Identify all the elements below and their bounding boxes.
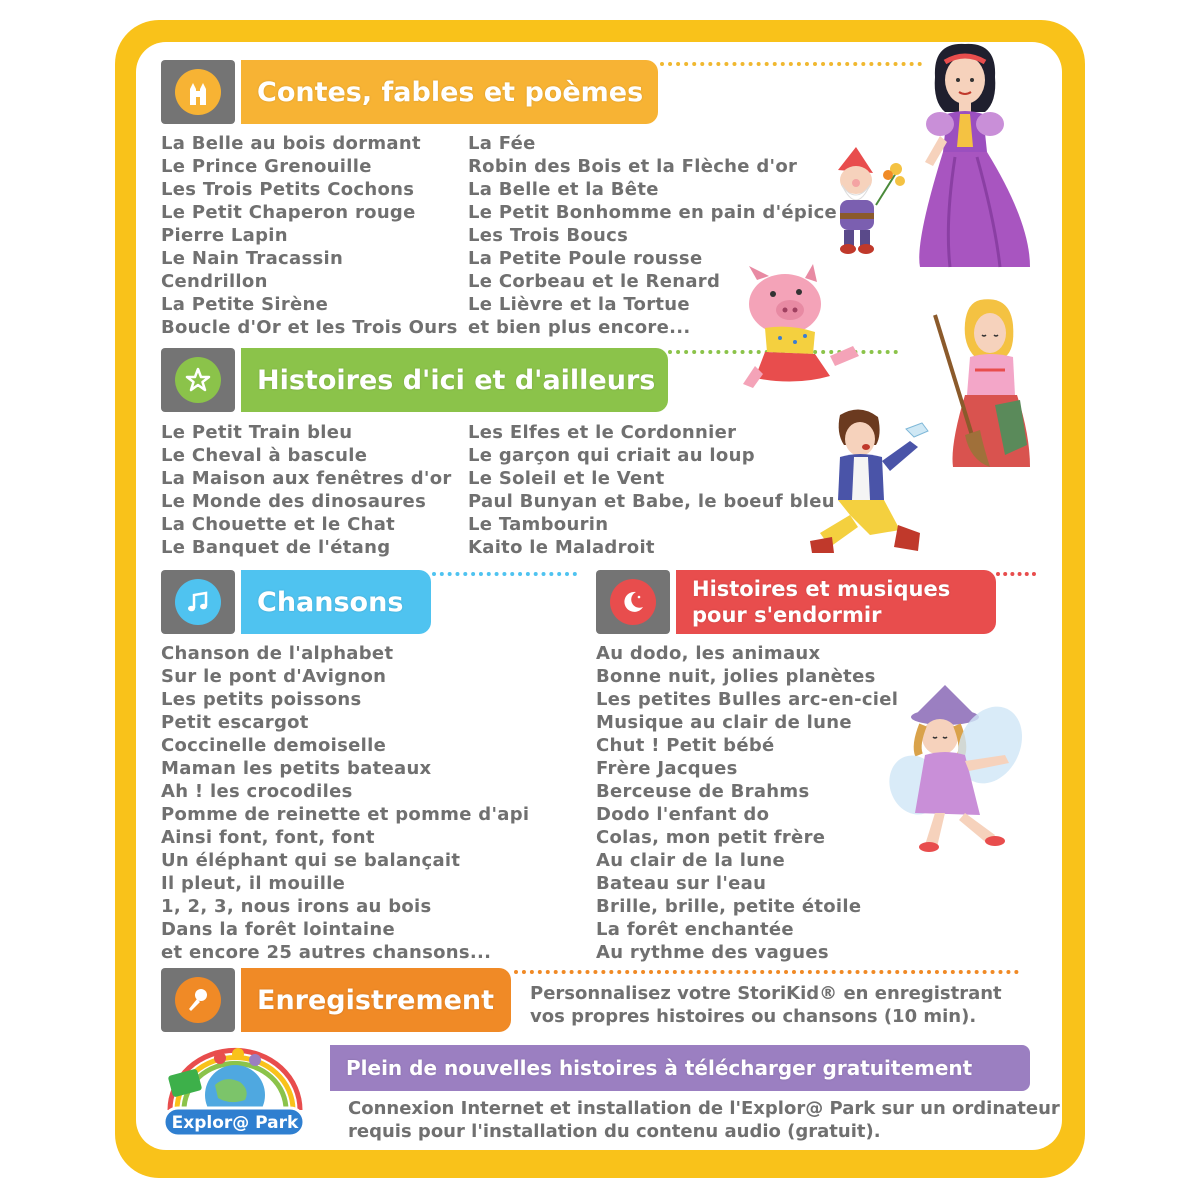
list-item: Le Tambourin — [468, 514, 609, 535]
list-item: Maman les petits bateaux — [161, 758, 432, 779]
list-item: Musique au clair de lune — [596, 712, 852, 733]
section-title-dormir — [676, 570, 996, 634]
pig-illustration — [735, 266, 865, 391]
list-item: La forêt enchantée — [596, 919, 794, 940]
list-item: Le Soleil et le Vent — [468, 468, 665, 489]
list-item: Le garçon qui criait au loup — [468, 445, 755, 466]
list-item: Le Petit Train bleu — [161, 422, 353, 443]
section-icon-box — [161, 348, 235, 412]
dotted-divider — [660, 62, 922, 66]
list-item: Coccinelle demoiselle — [161, 735, 387, 756]
dotted-divider — [432, 572, 577, 576]
section-icon-box — [596, 570, 670, 634]
list-item: et bien plus encore... — [468, 317, 691, 338]
list-item: Pierre Lapin — [161, 225, 288, 246]
dotted-divider — [514, 970, 1019, 974]
list-item: Un éléphant qui se balançait — [161, 850, 461, 871]
section-title-contes: Contes, fables et poèmes — [241, 60, 658, 124]
star-icon — [175, 357, 221, 403]
list-item: Kaito le Maladroit — [468, 537, 655, 558]
list-item: Petit escargot — [161, 712, 309, 733]
list-item: Paul Bunyan et Babe, le boeuf bleu — [468, 491, 835, 512]
explor-park-logo — [160, 1040, 310, 1140]
list-item: Au dodo, les animaux — [596, 643, 821, 664]
list-item: Boucle d'Or et les Trois Ours — [161, 317, 458, 338]
list-item: Les petites Bulles arc-en-ciel — [596, 689, 899, 710]
snow-white-illustration — [915, 42, 1035, 272]
section-icon-box — [161, 60, 235, 124]
dwarf-illustration — [828, 145, 908, 255]
download-banner: Plein de nouvelles histoires à télécharger gratuitement — [330, 1045, 1030, 1091]
list-item: La Fée — [468, 133, 536, 154]
enregistrement-desc-line1: Personnalisez votre StoriKid® en enregistrant — [530, 983, 1002, 1004]
contes-list-col1 — [161, 132, 458, 339]
list-item: Les Trois Petits Cochons — [161, 179, 415, 200]
section-title-histoires: Histoires d'ici et d'ailleurs — [241, 348, 668, 412]
list-item: et encore 25 autres chansons... — [161, 942, 492, 963]
music-note-icon — [175, 579, 221, 625]
section-title-chansons: Chansons — [241, 570, 431, 634]
enregistrement-desc-line2: vos propres histoires ou chansons (10 min). — [530, 1006, 977, 1027]
section-title-enregistrement: Enregistrement — [241, 968, 511, 1032]
section-icon-box — [161, 968, 235, 1032]
list-item: Frère Jacques — [596, 758, 738, 779]
list-item: Colas, mon petit frère — [596, 827, 826, 848]
list-item: La Petite Poule rousse — [468, 248, 703, 269]
microphone-icon — [175, 977, 221, 1023]
list-item: Le Corbeau et le Renard — [468, 271, 721, 292]
list-item: Bateau sur l'eau — [596, 873, 767, 894]
cinderella-illustration — [935, 295, 1045, 470]
dormir-list — [596, 642, 898, 964]
list-item: Au rythme des vagues — [596, 942, 829, 963]
list-item: Le Nain Tracassin — [161, 248, 344, 269]
enregistrement-description — [530, 982, 1002, 1028]
list-item: Le Petit Bonhomme en pain d'épice — [468, 202, 838, 223]
list-item: Les Elfes et le Cordonnier — [468, 422, 737, 443]
list-item: Le Monde des dinosaures — [161, 491, 427, 512]
list-item: La Petite Sirène — [161, 294, 329, 315]
list-item: Il pleut, il mouille — [161, 873, 346, 894]
list-item: Les Trois Boucs — [468, 225, 629, 246]
prince-illustration — [810, 405, 950, 555]
download-note-line2: requis pour l'installation du contenu audio (gratuit). — [348, 1121, 881, 1142]
section-icon-box — [161, 570, 235, 634]
list-item: Au clair de la lune — [596, 850, 785, 871]
list-item: Berceuse de Brahms — [596, 781, 810, 802]
list-item: La Chouette et le Chat — [161, 514, 396, 535]
list-item: Chanson de l'alphabet — [161, 643, 394, 664]
list-item: Brille, brille, petite étoile — [596, 896, 862, 917]
list-item: Le Cheval à bascule — [161, 445, 368, 466]
list-item: Sur le pont d'Avignon — [161, 666, 387, 687]
section-title-dormir-line1: Histoires et musiques — [692, 577, 951, 601]
list-item: Dans la forêt lointaine — [161, 919, 395, 940]
list-item: Cendrillon — [161, 271, 268, 292]
fairy-illustration — [885, 685, 1035, 855]
chansons-list — [161, 642, 529, 964]
list-item: Ainsi font, font, font — [161, 827, 375, 848]
list-item: Ah ! les crocodiles — [161, 781, 353, 802]
list-item: Les petits poissons — [161, 689, 362, 710]
castle-icon — [175, 69, 221, 115]
list-item: Le Petit Chaperon rouge — [161, 202, 416, 223]
download-note-line1: Connexion Internet et installation de l'Explor@ Park sur un ordinateur — [348, 1098, 1060, 1119]
list-item: La Belle au bois dormant — [161, 133, 421, 154]
list-item: 1, 2, 3, nous irons au bois — [161, 896, 432, 917]
list-item: Robin des Bois et la Flèche d'or — [468, 156, 798, 177]
list-item: Le Banquet de l'étang — [161, 537, 391, 558]
dotted-divider — [996, 572, 1036, 576]
list-item: La Belle et la Bête — [468, 179, 659, 200]
list-item: Dodo l'enfant do — [596, 804, 770, 825]
histoires-list-col2 — [468, 421, 835, 559]
list-item: Pomme de reinette et pomme d'api — [161, 804, 530, 825]
moon-icon — [610, 579, 656, 625]
list-item: La Maison aux fenêtres d'or — [161, 468, 452, 489]
section-title-dormir-line2: pour s'endormir — [692, 603, 882, 627]
list-item: Le Lièvre et la Tortue — [468, 294, 690, 315]
list-item: Chut ! Petit bébé — [596, 735, 775, 756]
list-item: Le Prince Grenouille — [161, 156, 372, 177]
list-item: Bonne nuit, jolies planètes — [596, 666, 876, 687]
histoires-list-col1 — [161, 421, 452, 559]
logo-text: Explor@ Park — [171, 1113, 299, 1133]
download-note — [348, 1097, 1060, 1143]
